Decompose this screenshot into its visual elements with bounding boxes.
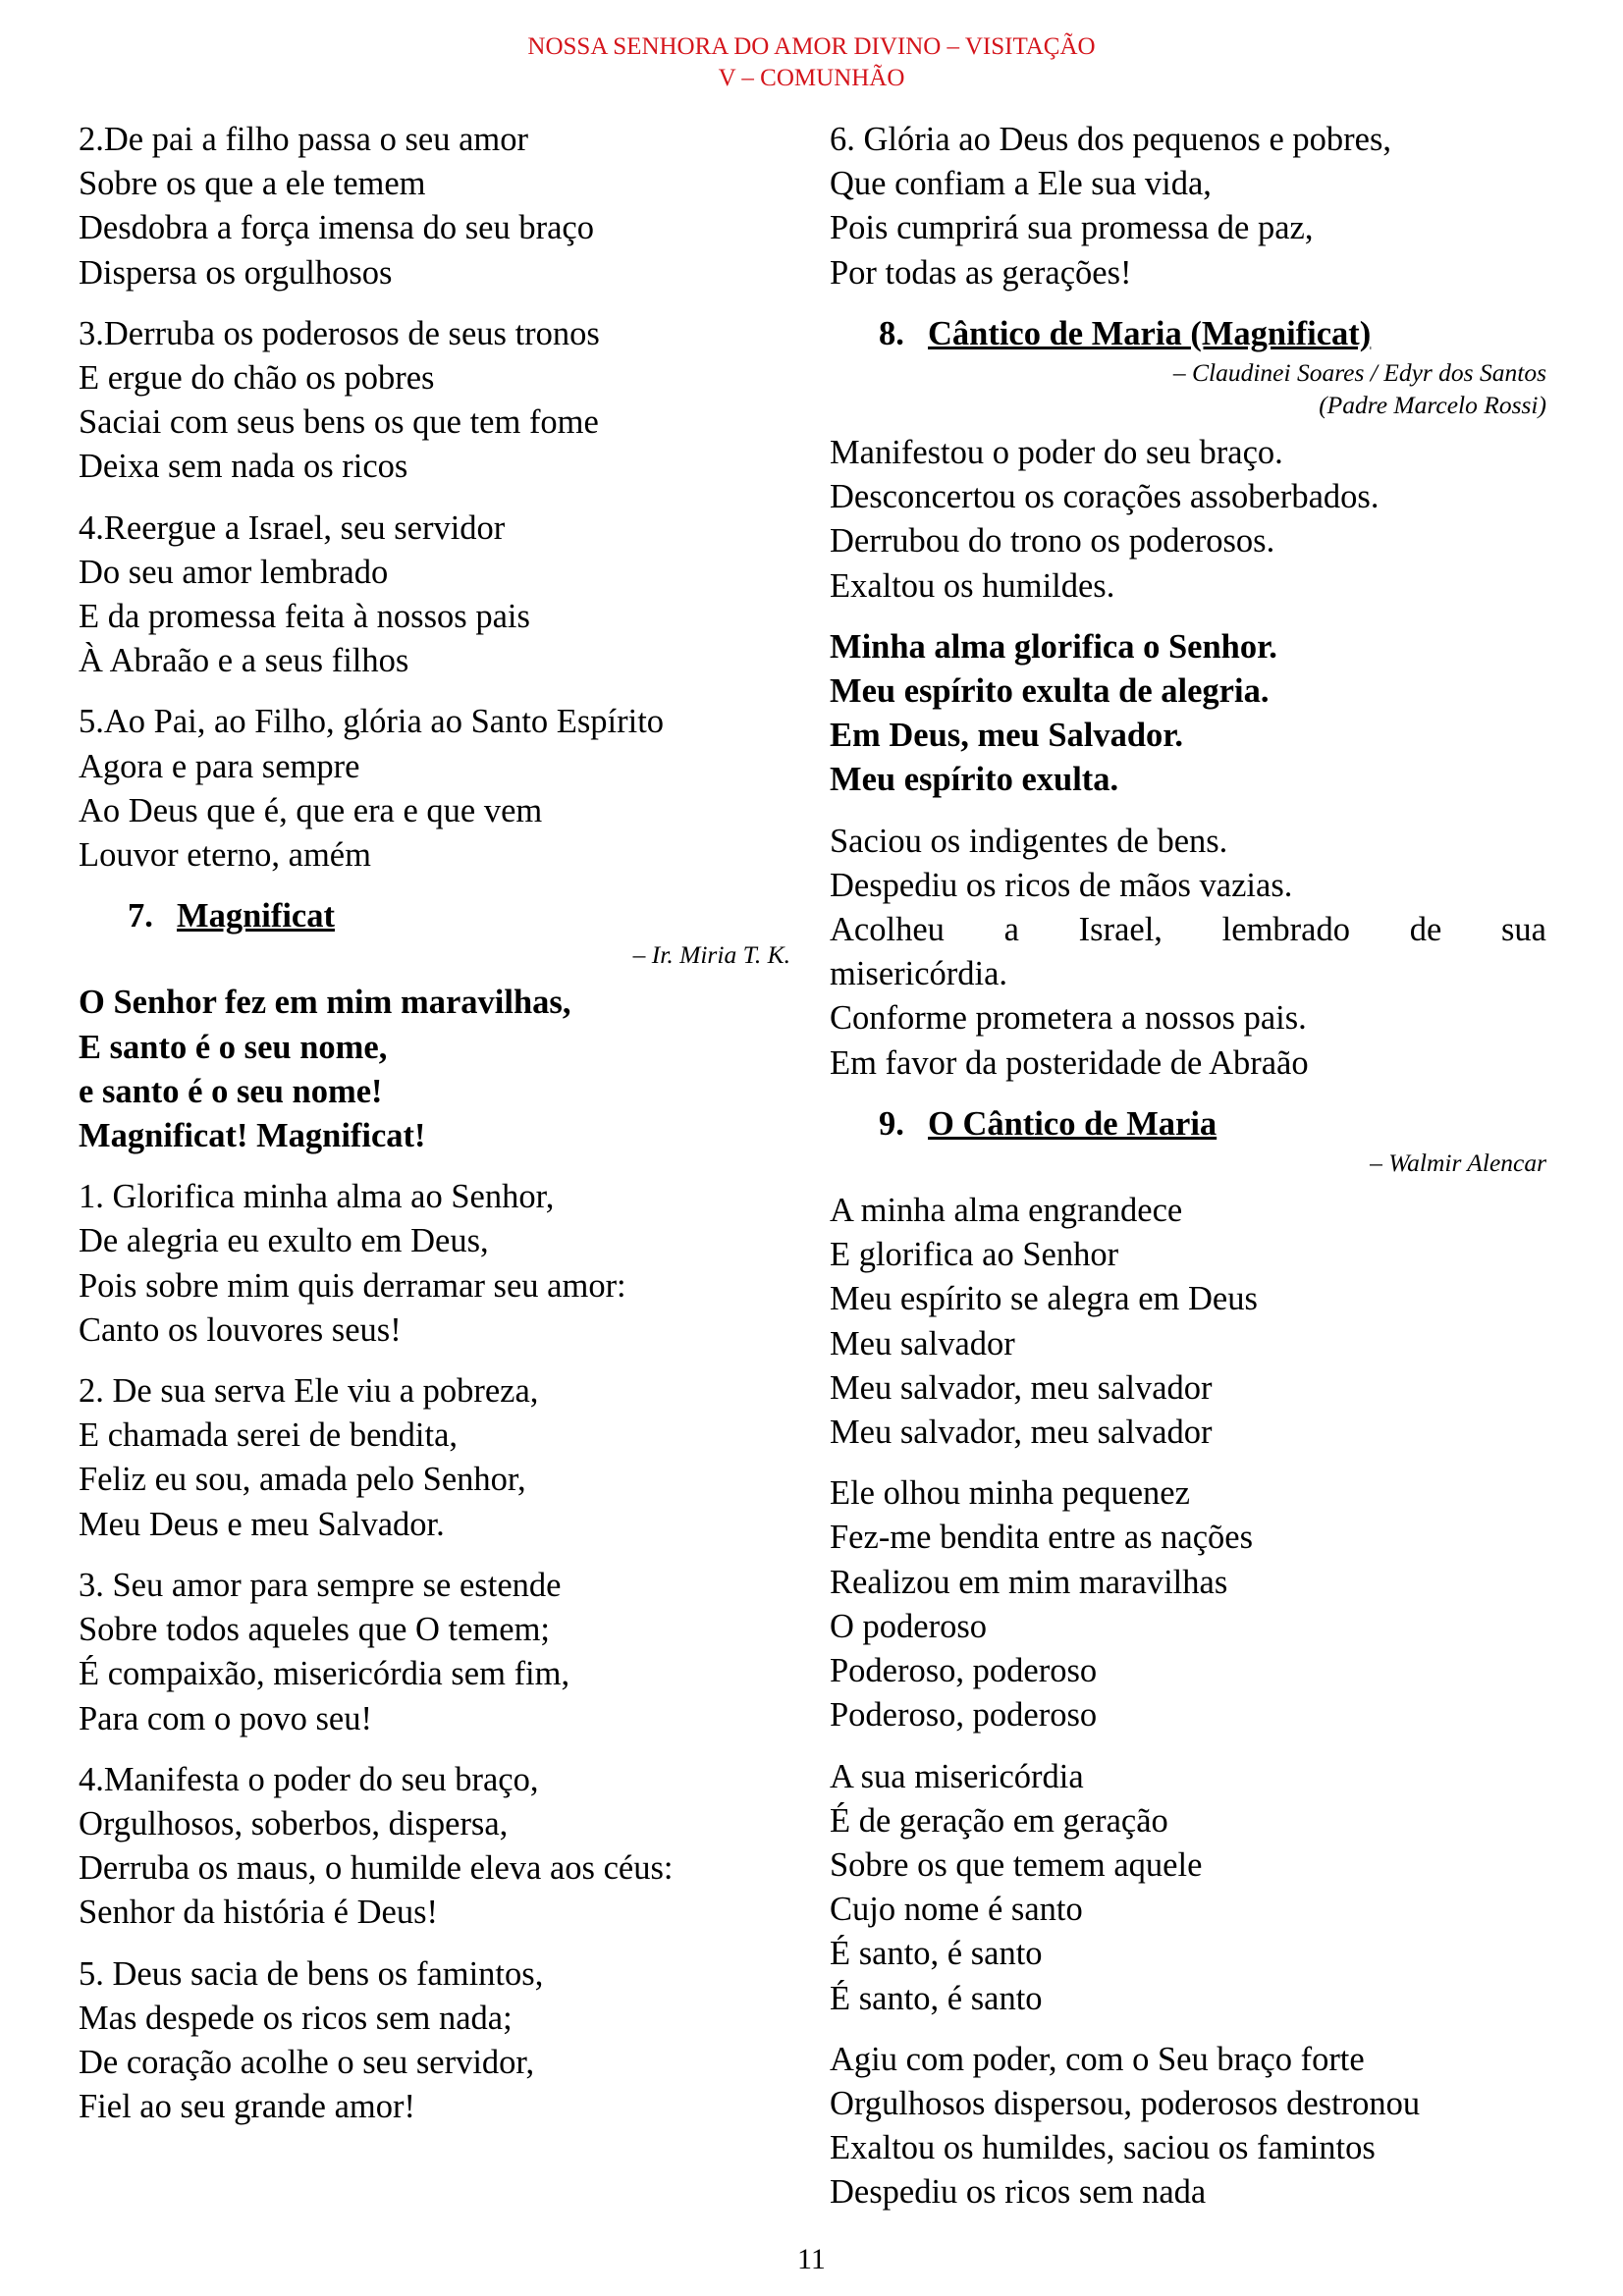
lyric-line: 6. Glória ao Deus dos pequenos e pobres,: [830, 121, 1391, 158]
lyric-line: Ao Deus que é, que era e que vem: [79, 791, 543, 829]
stanza: [79, 1564, 790, 1741]
lyric-line: E santo é o seu nome,: [79, 1028, 388, 1066]
stanza: [830, 1755, 1546, 2021]
lyric-line: 1. Glorifica minha alma ao Senhor,: [79, 1178, 555, 1216]
song-name: O Cântico de Maria: [928, 1104, 1217, 1143]
lyric-line: Derrubou do trono os poderosos.: [830, 522, 1275, 561]
song-title-9: [830, 1102, 1546, 1147]
lyric-line: 3. Seu amor para sempre se estende: [79, 1566, 562, 1604]
lyric-line: Mas despede os ricos sem nada;: [79, 1999, 513, 2037]
lyric-line: De alegria eu exulto em Deus,: [79, 1222, 489, 1260]
refrain: [830, 625, 1546, 803]
lyric-line: Meu espírito se alegra em Deus: [830, 1280, 1258, 1318]
lyric-line: 5. Deus sacia de bens os famintos,: [79, 1954, 544, 1993]
author-line: – Claudinei Soares / Edyr dos Santos: [1172, 358, 1546, 388]
page-header: [0, 31, 1623, 94]
stanza: [79, 1175, 790, 1353]
lyric-line: Meu salvador, meu salvador: [830, 1414, 1213, 1452]
lyric-line: Meu espírito exulta de alegria.: [830, 672, 1270, 711]
song-author: [830, 356, 1546, 421]
lyric-line: Meu salvador, meu salvador: [830, 1368, 1213, 1407]
lyric-line: Em Deus, meu Salvador.: [830, 717, 1184, 755]
lyric-line: 2.De pai a filho passa o seu amor: [79, 121, 528, 158]
song-author: [79, 938, 790, 971]
lyric-line: Despediu os ricos de mãos vazias.: [830, 866, 1293, 904]
song-title-8: [830, 312, 1546, 356]
stanza: [830, 1189, 1546, 1455]
lyric-line: E chamada serei de bendita,: [79, 1416, 459, 1455]
lyric-line: e santo é o seu nome!: [79, 1072, 383, 1110]
lyric-line: Pois sobre mim quis derramar seu amor:: [79, 1266, 626, 1305]
header-title: NOSSA SENHORA DO AMOR DIVINO – VISITAÇÃO: [527, 33, 1096, 60]
stanza: [79, 1952, 790, 2130]
lyric-line: Minha alma glorifica o Senhor.: [830, 627, 1277, 666]
lyric-line: 3.Derruba os poderosos de seus tronos: [79, 314, 600, 352]
author-line: – Walmir Alencar: [1370, 1148, 1546, 1178]
author-line: (Padre Marcelo Rossi): [1319, 391, 1546, 420]
lyric-line: À Abraão e a seus filhos: [79, 642, 409, 680]
right-column: [830, 118, 1546, 2232]
stanza: [830, 118, 1546, 295]
lyric-line: Sobre os que temem aquele: [830, 1845, 1203, 1884]
stanza: [79, 700, 790, 878]
lyric-line: Fez-me bendita entre as nações: [830, 1519, 1254, 1557]
lyric-line: Exaltou os humildes, saciou os famintos: [830, 2129, 1376, 2167]
song-title-7: [79, 894, 790, 938]
song-number: 7.: [128, 897, 153, 935]
song-name: Magnificat: [177, 897, 335, 935]
header-subtitle: V – COMUNHÃO: [718, 65, 905, 91]
lyric-line: Sobre todos aqueles que O temem;: [79, 1611, 551, 1649]
lyric-line: Louvor eterno, amém: [79, 836, 371, 875]
lyric-line: Manifestou o poder do seu braço.: [830, 434, 1283, 472]
lyric-line: É compaixão, misericórdia sem fim,: [79, 1655, 570, 1693]
lyric-line: Orgulhosos, soberbos, dispersa,: [79, 1804, 509, 1842]
stanza: [79, 312, 790, 490]
song-number: 8.: [879, 314, 904, 352]
lyric-line: Poderoso, poderoso: [830, 1652, 1098, 1690]
lyric-line: Poderoso, poderoso: [830, 1696, 1098, 1735]
lyric-line: 5.Ao Pai, ao Filho, glória ao Santo Espírito: [79, 703, 665, 741]
lyric-line: Cujo nome é santo: [830, 1891, 1083, 1929]
lyric-line: Saciai com seus bens os que tem fome: [79, 403, 599, 442]
lyric-line: Orgulhosos dispersou, poderosos destronou: [830, 2084, 1421, 2122]
stanza: [830, 1471, 1546, 1737]
lyric-line: Agiu com poder, com o Seu braço forte: [830, 2040, 1365, 2078]
left-column: [79, 118, 790, 2146]
lyric-line: De coração acolhe o seu servidor,: [79, 2043, 535, 2081]
song-author: [830, 1147, 1546, 1179]
refrain: [79, 981, 790, 1158]
lyric-line: Saciou os indigentes de bens.: [830, 822, 1228, 860]
lyric-line: Sobre os que a ele temem: [79, 165, 426, 203]
lyric-line: Meu Deus e meu Salvador.: [79, 1505, 445, 1543]
lyric-line: Derruba os maus, o humilde eleva aos céus:: [79, 1849, 674, 1888]
lyric-line: É santo, é santo: [830, 1979, 1043, 2017]
lyric-line: A sua misericórdia: [830, 1757, 1084, 1795]
lyric-line: Meu espírito exulta.: [830, 761, 1119, 799]
lyric-line: 4.Manifesta o poder do seu braço,: [79, 1760, 539, 1798]
lyric-line: O Senhor fez em mim maravilhas,: [79, 984, 571, 1022]
lyric-line: E da promessa feita à nossos pais: [79, 598, 530, 636]
lyric-line: Fiel ao seu grande amor!: [79, 2088, 415, 2126]
lyric-line: Exaltou os humildes.: [830, 566, 1115, 605]
lyric-line: É de geração em geração: [830, 1801, 1168, 1840]
lyric-line: Canto os louvores seus!: [79, 1310, 402, 1349]
lyric-line: E ergue do chão os pobres: [79, 359, 435, 398]
lyric-line: Que confiam a Ele sua vida,: [830, 165, 1212, 203]
stanza: [830, 2038, 1546, 2216]
lyric-line: Para com o povo seu!: [79, 1699, 372, 1737]
stanza: [79, 507, 790, 684]
stanza: [830, 431, 1546, 609]
lyric-line: misericórdia.: [830, 955, 1008, 993]
stanza: [79, 1369, 790, 1547]
song-name: Cântico de Maria (Magnificat): [928, 314, 1372, 352]
lyric-line: Conforme prometera a nossos pais.: [830, 999, 1307, 1038]
lyric-line: Deixa sem nada os ricos: [79, 448, 408, 486]
lyric-line: Acolheu a Israel, lembrado de sua: [830, 911, 1546, 949]
lyric-line: Dispersa os orgulhosos: [79, 253, 393, 292]
song-number: 9.: [879, 1104, 904, 1143]
lyric-line: É santo, é santo: [830, 1935, 1043, 1973]
lyric-line: Magnificat! Magnificat!: [79, 1117, 426, 1155]
lyric-line: Feliz eu sou, amada pelo Senhor,: [79, 1461, 526, 1499]
author-line: – Ir. Miria T. K.: [632, 940, 790, 970]
lyric-line: O poderoso: [830, 1607, 988, 1645]
lyric-line: Realizou em mim maravilhas: [830, 1563, 1228, 1601]
page-number: 11: [797, 2243, 826, 2275]
stanza: [79, 1758, 790, 1936]
lyric-line: Em favor da posteridade de Abraão: [830, 1043, 1309, 1082]
stanza: [830, 820, 1546, 1086]
lyric-line: Do seu amor lembrado: [79, 553, 389, 591]
lyric-line: E glorifica ao Senhor: [830, 1236, 1119, 1274]
lyric-line: Agora e para sempre: [79, 747, 360, 785]
lyric-line: Desdobra a força imensa do seu braço: [79, 209, 594, 247]
lyric-line: Meu salvador: [830, 1324, 1015, 1362]
lyric-line: 4.Reergue a Israel, seu servidor: [79, 508, 506, 547]
lyric-line: Senhor da história é Deus!: [79, 1894, 438, 1932]
lyric-line: 2. De sua serva Ele viu a pobreza,: [79, 1372, 539, 1411]
lyric-line: Por todas as gerações!: [830, 253, 1132, 292]
stanza: [79, 118, 790, 295]
lyric-line: Pois cumprirá sua promessa de paz,: [830, 209, 1314, 247]
lyric-line: Despediu os ricos sem nada: [830, 2173, 1207, 2212]
lyric-line: Desconcertou os corações assoberbados.: [830, 478, 1380, 516]
lyric-line: Ele olhou minha pequenez: [830, 1474, 1190, 1513]
lyric-line: A minha alma engrandece: [830, 1192, 1183, 1230]
